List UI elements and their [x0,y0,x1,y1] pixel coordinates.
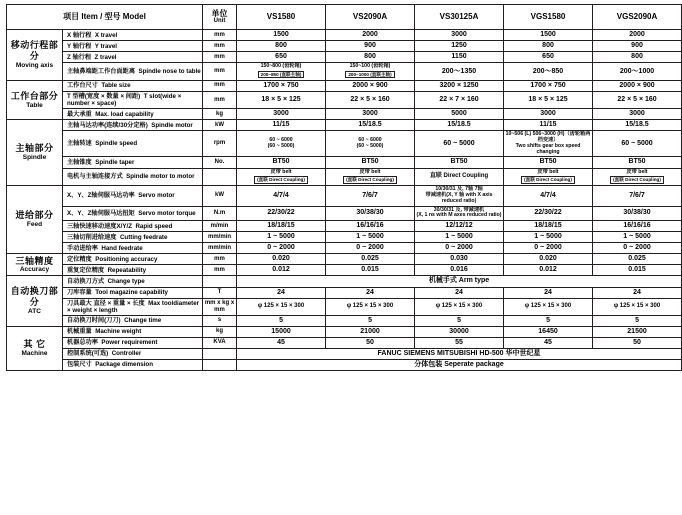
item-label: 自动换刀方式 Change type [63,276,203,287]
group-label-5: 自动换刀部分 ATC [7,276,63,326]
value-cell: 0 ~ 2000 [415,243,504,254]
header-item-model: 项目 Item / 型号 Model [7,5,203,30]
unit-cell: s [203,315,237,326]
group-label-6: 其 它 Machine [7,326,63,370]
value-cell: BT50 [326,157,415,168]
value-cell: 22 × 5 × 160 [593,91,682,108]
unit-cell: mm [203,41,237,52]
table-row [7,131,682,157]
table-row [7,337,682,348]
table-row [7,80,682,91]
value-cell: 10~506 (L) 506~3000 (H)（齿轮箱两档变速） Two shifts gear box speed changing [504,131,593,157]
table-row [7,52,682,63]
value-cell: φ 125 × 15 × 300 [504,298,593,315]
value-cell: 60 ~ 5000 [415,131,504,157]
value-cell: 21500 [593,326,682,337]
value-cell: 16/16/16 [326,221,415,232]
value-span: FANUC SIEMENS MITSUBISHI HD-500 华中世纪星 [237,348,682,359]
value-cell: 7/6/7 [593,186,682,206]
item-label: X、Y、Z轴伺服马达功率 Servo motor [63,186,203,206]
unit-cell: No. [203,157,237,168]
table-row [7,232,682,243]
value-cell: 15/18.5 [415,120,504,131]
value-cell: 1700 × 750 [237,80,326,91]
value-cell: 0.025 [326,254,415,265]
item-label: 自动换刀时间(刀刀) Change time [63,315,203,326]
unit-cell [203,276,237,287]
value-cell: 18/18/15 [237,221,326,232]
value-cell: 5 [415,315,504,326]
value-cell: 1 ~ 5000 [593,232,682,243]
table-row [7,168,682,186]
value-cell: BT50 [237,157,326,168]
unit-cell: mm [203,254,237,265]
value-cell: 3000 [504,109,593,120]
value-cell: 50 [326,337,415,348]
value-cell: 皮带 belt (直联 Direct Coupling) [504,168,593,186]
value-cell: 3000 [593,109,682,120]
value-cell: 800 [237,41,326,52]
value-cell: 200～1350 [415,63,504,81]
unit-cell: N.m [203,206,237,221]
unit-cell: mm/min [203,232,237,243]
item-label: 定位精度 Positioning accuracy [63,254,203,265]
header-model-3: VS30125A [415,5,504,30]
value-cell: 18 × 5 × 125 [237,91,326,108]
value-cell: 18 × 5 × 125 [504,91,593,108]
item-label: Y 轴行程 Y travel [63,41,203,52]
value-cell: 24 [593,287,682,298]
item-label: 最大承重 Max. load capability [63,109,203,120]
table-row [7,254,682,265]
header-model-2: VS2090A [326,5,415,30]
value-cell: 0 ~ 2000 [504,243,593,254]
value-cell: 650 [504,52,593,63]
value-cell: φ 125 × 15 × 300 [593,298,682,315]
value-cell: 0.025 [593,254,682,265]
value-cell: 0.020 [237,254,326,265]
value-cell: 0 ~ 2000 [593,243,682,254]
value-cell: 50 [593,337,682,348]
table-header-row [7,5,682,30]
table-row [7,287,682,298]
unit-cell: mm [203,30,237,41]
value-cell: 0.012 [504,265,593,276]
value-cell: BT50 [415,157,504,168]
unit-cell [203,348,237,359]
value-cell: 800 [593,52,682,63]
item-label: 三轴快速移动速度X/Y/Z Rapid speed [63,221,203,232]
value-cell: 1 ~ 5000 [504,232,593,243]
table-row [7,109,682,120]
table-row [7,206,682,221]
value-cell: 2000 [326,30,415,41]
value-cell: 150~800 (齿轮箱) 200~850 (直联主轴) [237,63,326,81]
value-cell: 12/12/12 [415,221,504,232]
specification-table [6,4,682,371]
value-cell: 22/30/22 [237,206,326,221]
value-cell: 5000 [415,109,504,120]
value-cell: 皮带 belt (直联 Direct Coupling) [326,168,415,186]
item-label: 工作台尺寸 Table size [63,80,203,91]
value-cell: 21000 [326,326,415,337]
value-cell: 22/30/22 [504,206,593,221]
item-label: 主轴鼻端距工作台面距离 Spindle nose to table [63,63,203,81]
table-row [7,186,682,206]
value-cell: 24 [237,287,326,298]
value-cell: 5 [504,315,593,326]
item-label: 电机与主轴连接方式 Spindle motor to motor [63,168,203,186]
table-row [7,157,682,168]
value-cell: 11/15 [504,120,593,131]
table-row [7,298,682,315]
item-label: 刀具最大 直径 × 重量 × 长度 Max tooldiameter × weight × length [63,298,203,315]
value-cell: 800 [504,41,593,52]
group-label-3: 进给部分 Feed [7,186,63,254]
header-model-4: VGS1580 [504,5,593,30]
item-label: X 轴行程 X travel [63,30,203,41]
value-cell: φ 125 × 15 × 300 [237,298,326,315]
value-cell: 3000 [237,109,326,120]
value-cell: 22 × 7 × 160 [415,91,504,108]
unit-cell [203,359,237,370]
value-cell: 24 [415,287,504,298]
value-cell: 皮带 belt (直联 Direct Coupling) [593,168,682,186]
value-cell: 60 ~ 6000 (60 ~ 5000) [237,131,326,157]
value-cell: 30/30/31 及, 带减速机 (X, 1 ns with M axes reduced ratio) [415,206,504,221]
value-cell: 900 [326,41,415,52]
unit-cell: kW [203,186,237,206]
unit-cell [203,168,237,186]
unit-cell: m/min [203,221,237,232]
table-row [7,221,682,232]
value-cell: 0.020 [504,254,593,265]
unit-cell: rpm [203,131,237,157]
value-cell: 4/7/4 [504,186,593,206]
value-cell: 11/15 [237,120,326,131]
value-cell: 45 [504,337,593,348]
value-cell: 24 [326,287,415,298]
value-cell: 650 [237,52,326,63]
header-model-1: VS1580 [237,5,326,30]
value-cell: 800 [326,52,415,63]
value-cell: 18/18/15 [504,221,593,232]
value-cell: 24 [504,287,593,298]
value-cell: 5 [326,315,415,326]
value-cell: 10/30/31 及, 7轴 7轴 带减速机(X, Y 轴 with X axis reduced ratio) [415,186,504,206]
unit-cell: mm [203,265,237,276]
value-cell: 15/18.5 [593,120,682,131]
value-cell: 皮带 belt (直联 Direct Coupling) [237,168,326,186]
value-cell: 200～1000 [593,63,682,81]
value-cell: 3200 × 1250 [415,80,504,91]
unit-cell: mm/min [203,243,237,254]
table-row [7,41,682,52]
item-label: Z 轴行程 Z travel [63,52,203,63]
value-cell: 15000 [237,326,326,337]
value-cell: 0.016 [415,265,504,276]
value-cell: 1 ~ 5000 [326,232,415,243]
header-unit: 单位 Unit [203,5,237,30]
header-model-5: VGS2090A [593,5,682,30]
group-label-1: 工作台部分 Table [7,80,63,119]
unit-cell: kW [203,120,237,131]
table-row [7,63,682,81]
table-row [7,91,682,108]
table-row [7,265,682,276]
table-row [7,243,682,254]
value-cell: 1700 × 750 [504,80,593,91]
value-cell: 0.030 [415,254,504,265]
value-cell: φ 125 × 15 × 300 [415,298,504,315]
table-row [7,276,682,287]
value-cell: 55 [415,337,504,348]
value-cell: BT50 [593,157,682,168]
value-cell: 0.012 [237,265,326,276]
value-cell: 16/16/16 [593,221,682,232]
value-cell: 1150 [415,52,504,63]
item-label: 三轴切削进给速度 Cutting feedrate [63,232,203,243]
value-cell: 0.015 [326,265,415,276]
item-label: T 型槽(宽度 × 数量 × 间距) T slot(wide × number × space) [63,91,203,108]
unit-cell: mm x kg x mm [203,298,237,315]
item-label: 主轴马达功率(连续/30分定格) Spindle motor [63,120,203,131]
value-cell: 4/7/4 [237,186,326,206]
unit-cell: kg [203,326,237,337]
value-cell: 30/38/30 [326,206,415,221]
table-row [7,348,682,359]
value-cell: 1 ~ 5000 [237,232,326,243]
value-cell: 2000 [593,30,682,41]
value-cell: 3000 [326,109,415,120]
table-row [7,359,682,370]
value-cell: 150~100 (齿轮箱) 200~1000 (直联主轴) [326,63,415,81]
unit-cell: mm [203,80,237,91]
value-span: 分体包装 Seperate package [237,359,682,370]
value-cell: 60 ~ 6000 (60 ~ 5000) [326,131,415,157]
table-row [7,30,682,41]
value-cell: 5 [593,315,682,326]
value-cell: 直联 Direct Coupling [415,168,504,186]
value-cell: 60 ~ 5000 [593,131,682,157]
value-cell: 0.015 [593,265,682,276]
table-row [7,315,682,326]
value-cell: 2000 × 900 [326,80,415,91]
value-cell: 7/6/7 [326,186,415,206]
unit-cell: kg [203,109,237,120]
item-label: 机器总功率 Power requirement [63,337,203,348]
item-label: 重复定位精度 Repeatability [63,265,203,276]
unit-cell: mm [203,52,237,63]
value-cell: 30/38/30 [593,206,682,221]
item-label: X、Y、Z轴伺服马达扭矩 Servo motor torque [63,206,203,221]
item-label: 手动进给率 Hand feedrate [63,243,203,254]
value-cell: 5 [237,315,326,326]
unit-cell: T [203,287,237,298]
unit-cell: mm [203,63,237,81]
value-cell: φ 125 × 15 × 300 [326,298,415,315]
unit-cell: mm [203,91,237,108]
value-cell: 200～850 [504,63,593,81]
value-cell: 1 ~ 5000 [415,232,504,243]
item-label: 主轴转速 Spindle speed [63,131,203,157]
value-cell: 22 × 5 × 160 [326,91,415,108]
group-label-4: 三轴精度 Accuracy [7,254,63,276]
value-cell: 1500 [237,30,326,41]
value-cell: 1500 [504,30,593,41]
value-cell: 1250 [415,41,504,52]
value-cell: 45 [237,337,326,348]
value-cell: 30000 [415,326,504,337]
value-cell: 2000 × 900 [593,80,682,91]
value-cell: 0 ~ 2000 [237,243,326,254]
item-label: 控制系统(可选) Controller [63,348,203,359]
item-label: 机械重量 Machine weight [63,326,203,337]
item-label: 主轴锥度 Spindle taper [63,157,203,168]
value-span: 机械手式 Arm type [237,276,682,287]
group-label-0: 移动行程部分 Moving axis [7,30,63,81]
table-row [7,120,682,131]
value-cell: 16450 [504,326,593,337]
value-cell: 3000 [415,30,504,41]
item-label: 刀库容量 Tool magazine capability [63,287,203,298]
group-label-2: 主轴部分 Spindle [7,120,63,186]
item-label: 包装尺寸 Package dimension [63,359,203,370]
unit-cell: KVA [203,337,237,348]
value-cell: 900 [593,41,682,52]
value-cell: BT50 [504,157,593,168]
table-row [7,326,682,337]
value-cell: 15/18.5 [326,120,415,131]
value-cell: 0 ~ 2000 [326,243,415,254]
